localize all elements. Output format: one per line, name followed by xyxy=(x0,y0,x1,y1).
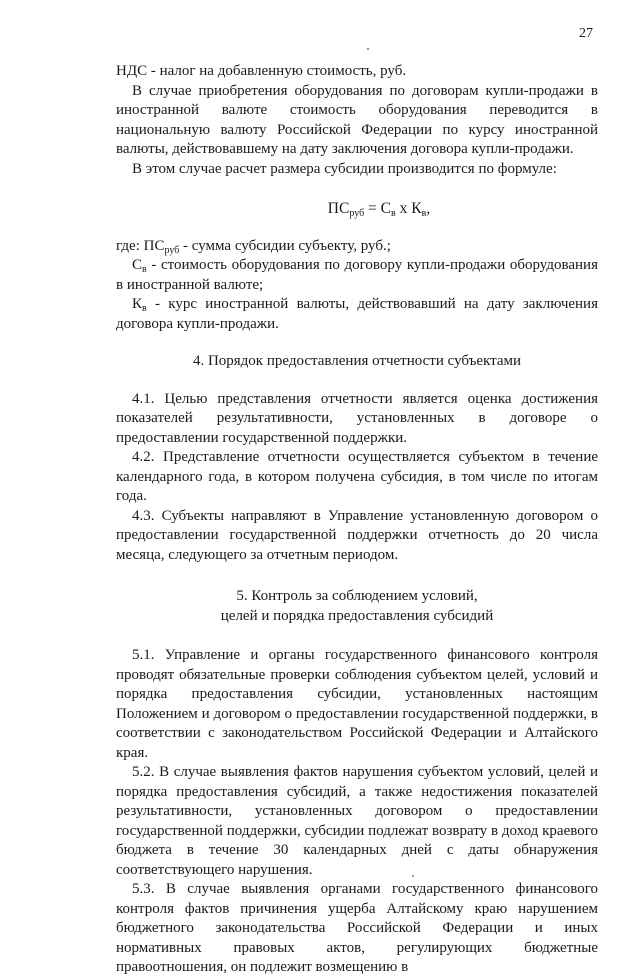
section-4-heading: 4. Порядок предоставления отчетности субъектами xyxy=(192,353,522,369)
formula-lhs: ПС xyxy=(327,200,350,217)
cv-text: - стоимость оборудования по договору купли-продажи оборудования в иностранной валюте; xyxy=(116,257,598,293)
where-text: - сумма субсидии субъекту, руб.; xyxy=(179,237,391,254)
section-5-paragraph-1: 5.1. Управление и органы государственного финансового контроля проводят обязательные проверки соблюдения субъектом целей, условий и порядка предоставления субсидии, установленных настоящим Положением и договором о предоставлении государственной поддержки, в соответствии с законодательством Российской Федерации и Алтайского края. xyxy=(116,647,598,761)
formula-lhs-subscript: руб xyxy=(349,208,365,219)
section-4-paragraph-3: 4.3. Субъекты направляют в Управление установленную договором о предоставлении государственной поддержки отчетность до 20 числа месяца, следующего за отчетным периодом. xyxy=(116,507,598,563)
document-body xyxy=(116,62,598,978)
foreign-currency-paragraph: В случае приобретения оборудования по договорам купли-продажи в иностранной валюте стоимость оборудования переводится в национальную валюту Российской Федерации по курсу иностранной валюты, действовавшему на дату заключения договора купли-продажи. xyxy=(116,82,598,157)
formula-rhs: = С xyxy=(368,200,392,217)
formula-end: , xyxy=(426,200,431,217)
scan-speck xyxy=(412,875,414,877)
section-4-paragraph-2: 4.2. Представление отчетности осуществляется субъектом в течение календарного года, в котором получена субсидия, в том числе по итогам года. xyxy=(116,449,598,504)
section-5-heading xyxy=(116,587,598,626)
formula-subscript-2: в xyxy=(421,208,427,219)
cv-subscript: в xyxy=(142,264,147,275)
section-5-paragraph-2: 5.2. В случае выявления фактов нарушения субъектом условий, целей и порядка предоставления субсидий, а также недостижения показателей результативности, установленных договором о предоставлении государственной поддержки, субсидии подлежат возврату в доход краевого бюджета в течение 30 календарных дней с даты обнаружения соответствующего нарушения. xyxy=(116,764,598,878)
kv-text: - курс иностранной валюты, действовавший на дату заключения договора купли-продажи. xyxy=(116,296,598,332)
section-5-paragraph-3: 5.3. В случае выявления органами государственного финансового контроля фактов причинения ущерба Алтайскому краю нарушением бюджетного законодательства Российской Федерации и иных нормативных правовых актов, регулирующих бюджетные правоотношения, он подлежит возмещению в xyxy=(116,881,598,975)
scan-speck xyxy=(367,48,369,50)
cv-definition xyxy=(116,256,598,295)
section-4-paragraph-1: 4.1. Целью представления отчетности является оценка достижения показателей результативности, установленных в договоре о предоставлении государственной поддержки. xyxy=(116,390,598,446)
kv-subscript: в xyxy=(142,303,147,314)
section-5-heading-line-1: 5. Контроль за соблюдением условий, xyxy=(236,588,478,604)
formula-intro: В этом случае расчет размера субсидии производится по формуле: xyxy=(132,160,557,177)
kv-definition xyxy=(116,295,598,334)
cv-symbol: С xyxy=(132,257,143,273)
where-definition xyxy=(116,237,598,257)
page-number: 27 xyxy=(579,26,593,41)
kv-symbol: К xyxy=(132,296,143,312)
section-5-heading-line-2: целей и порядка предоставления субсидий xyxy=(220,607,494,624)
formula-subscript-1: в xyxy=(391,208,396,219)
where-prefix: где: ПС xyxy=(116,237,165,254)
subsidy-formula xyxy=(160,199,598,219)
formula-times: х К xyxy=(395,200,422,217)
where-subscript: руб xyxy=(164,244,180,256)
vat-definition: НДС - налог на добавленную стоимость, руб. xyxy=(116,63,407,79)
